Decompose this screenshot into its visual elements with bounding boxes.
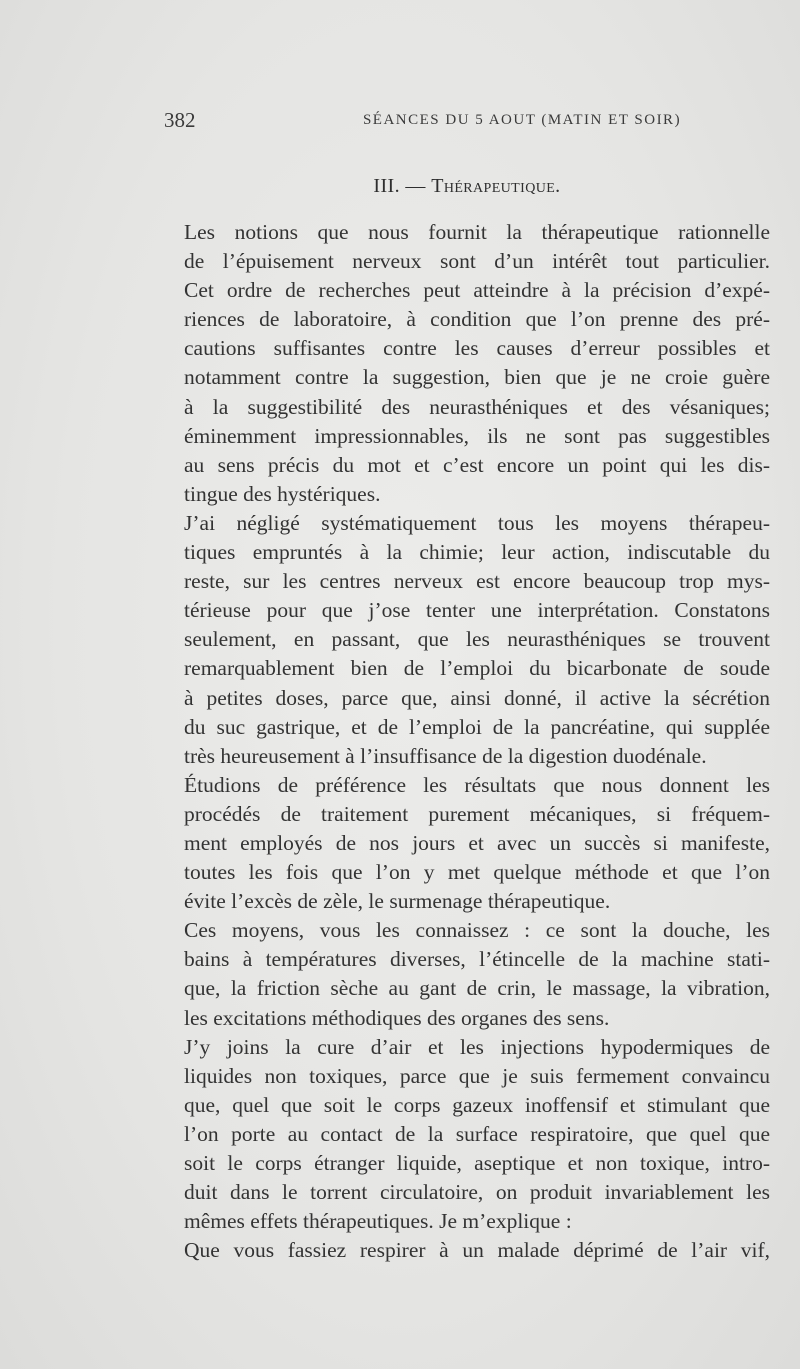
text-line: Que vous fassiez respirer à un malade déprimé de l’air vif, bbox=[184, 1238, 770, 1263]
running-head bbox=[164, 104, 770, 136]
text-line: du suc gastrique, et de l’emploi de la pancréatine, qui supplée bbox=[184, 714, 770, 739]
text-line: procédés de traitement purement mécaniques, si fréquem- bbox=[184, 801, 770, 826]
text-line: mêmes effets thérapeutiques. Je m’explique : bbox=[184, 1209, 572, 1234]
text-line: toutes les fois que l’on y met quelque méthode et que l’on bbox=[184, 860, 770, 885]
text-line: tiques empruntés à la chimie; leur action, indiscutable du bbox=[184, 540, 770, 565]
text-line: soit le corps étranger liquide, aseptique et non toxique, intro- bbox=[184, 1151, 770, 1175]
paragraph bbox=[164, 1236, 770, 1265]
paragraph bbox=[164, 1033, 770, 1237]
text-line: bains à températures diverses, l’étincelle de la machine stati- bbox=[184, 947, 770, 972]
section-heading bbox=[164, 172, 770, 200]
text-line: tingue des hystériques. bbox=[184, 481, 381, 506]
text-line: de l’épuisement nerveux sont d’un intérêt tout particulier. bbox=[184, 249, 770, 274]
paragraph bbox=[164, 509, 770, 771]
text-line: térieuse pour que j’ose tenter une interprétation. Constatons bbox=[184, 598, 770, 623]
text-line: à la suggestibilité des neurasthéniques et des vésaniques; bbox=[184, 394, 770, 419]
text-line: liquides non toxiques, parce que je suis fermement convaincu bbox=[184, 1063, 770, 1088]
text-line: évite l’excès de zèle, le surmenage thérapeutique. bbox=[184, 889, 611, 914]
text-line: au sens précis du mot et c’est encore un point qui les dis- bbox=[184, 452, 770, 477]
body-text bbox=[164, 218, 770, 1265]
text-line: que, la friction sèche au gant de crin, le massage, la vibration, bbox=[184, 976, 770, 1001]
text-line: Ces moyens, vous les connaissez : ce sont la douche, les bbox=[184, 918, 770, 943]
text-line: ment employés de nos jours et avec un succès si manifeste, bbox=[184, 830, 770, 855]
section-title: Thérapeutique. bbox=[431, 175, 561, 197]
text-line: J’ai négligé systématiquement tous les moyens thérapeu- bbox=[184, 510, 770, 535]
text-line: Cet ordre de recherches peut atteindre à la précision d’expé- bbox=[184, 278, 770, 303]
text-line: reste, sur les centres nerveux est encore beaucoup trop mys- bbox=[184, 569, 770, 594]
running-title: SÉANCES DU 5 AOUT (MATIN ET SOIR) bbox=[362, 112, 682, 128]
text-line: Les notions que nous fournit la thérapeutique rationnelle bbox=[184, 220, 770, 244]
section-number: III. — bbox=[373, 175, 426, 197]
text-line: cautions suffisantes contre les causes d’erreur possibles et bbox=[184, 336, 770, 361]
text-line: à petites doses, parce que, ainsi donné, il active la sécrétion bbox=[184, 685, 770, 710]
text-line: l’on porte au contact de la surface respiratoire, que quel que bbox=[184, 1121, 770, 1146]
text-line: que, quel que soit le corps gazeux inoffensif et stimulant que bbox=[184, 1092, 770, 1117]
text-line: remarquablement bien de l’emploi du bicarbonate de soude bbox=[184, 656, 770, 681]
page-number: 382 bbox=[164, 108, 196, 132]
text-line: seulement, en passant, que les neurasthéniques se trouvent bbox=[184, 627, 770, 652]
text-line: riences de laboratoire, à condition que l’on prenne des pré- bbox=[184, 307, 770, 332]
text-line: notamment contre la suggestion, bien que je ne croie guère bbox=[184, 365, 770, 390]
text-line: éminemment impressionnables, ils ne sont pas suggestibles bbox=[184, 423, 770, 448]
text-line: duit dans le torrent circulatoire, on produit invariablement les bbox=[184, 1180, 770, 1205]
text-line: très heureusement à l’insuffisance de la digestion duodénale. bbox=[184, 743, 707, 768]
paragraph bbox=[164, 916, 770, 1032]
paragraph bbox=[164, 218, 770, 509]
paragraph bbox=[164, 771, 770, 916]
text-line: Étudions de préférence les résultats que nous donnent les bbox=[184, 772, 770, 797]
text-line: J’y joins la cure d’air et les injections hypodermiques de bbox=[184, 1034, 770, 1059]
text-line: les excitations méthodiques des organes des sens. bbox=[184, 1005, 610, 1030]
